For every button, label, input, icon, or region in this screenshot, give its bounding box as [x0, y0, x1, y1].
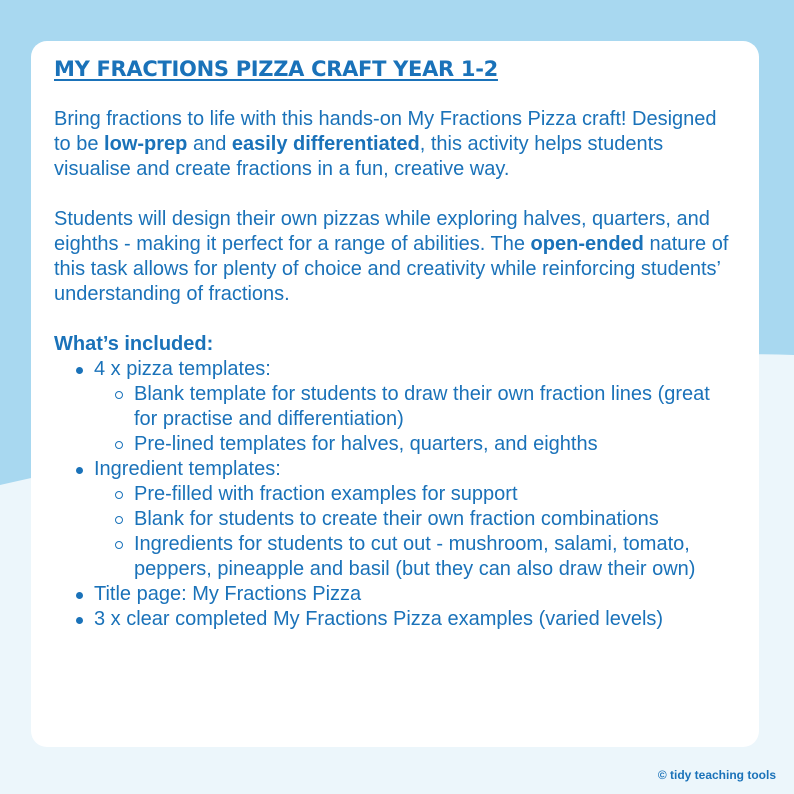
included-list — [54, 357, 735, 632]
sub-list-item: Pre-lined templates for halves, quarters, and eighths — [94, 432, 735, 457]
intro-bold-differentiated: easily differentiated — [231, 133, 420, 155]
intro-paragraph — [54, 107, 735, 182]
list-item-label: Title page: My Fractions Pizza — [94, 583, 362, 605]
sub-list-item: Ingredients for students to cut out - mushroom, salami, tomato, peppers, pineapple and basil (but they can also draw their own) — [94, 532, 735, 582]
list-item-label: 3 x clear completed My Fractions Pizza examples (varied levels) — [94, 608, 664, 630]
description-text-1: Students will design their own pizzas while exploring halves, quarters, and eighths - making it perfect for a range of abilities. The — [54, 208, 710, 255]
sub-list — [94, 482, 735, 582]
list-item-label: 4 x pizza templates: — [94, 358, 271, 380]
content-card — [31, 41, 759, 747]
sub-list — [94, 382, 735, 457]
intro-text-2: and — [187, 133, 232, 155]
page-title: MY FRACTIONS PIZZA CRAFT YEAR 1-2 — [54, 57, 498, 81]
description-bold-open-ended: open-ended — [530, 233, 644, 255]
list-item — [54, 607, 735, 632]
description-text-2: nature of this task allows for plenty of choice and creativity while reinforcing students’ understanding of fractions. — [54, 233, 729, 305]
intro-bold-low-prep: low-prep — [104, 133, 188, 155]
sub-list-item: Blank for students to create their own fraction combinations — [94, 507, 735, 532]
sub-list-item: Pre-filled with fraction examples for support — [94, 482, 735, 507]
list-item — [54, 457, 735, 582]
list-item-label: Ingredient templates: — [94, 458, 281, 480]
sub-list-item: Blank template for students to draw their own fraction lines (great for practise and differentiation) — [94, 382, 735, 432]
list-item — [54, 357, 735, 457]
included-heading: What’s included: — [54, 333, 214, 355]
list-item — [54, 582, 735, 607]
description-paragraph — [54, 207, 735, 307]
intro-text-3: , this activity helps students visualise and create fractions in a fun, creative way. — [54, 133, 664, 180]
intro-text-1: Bring fractions to life with this hands-on My Fractions Pizza craft! Designed to be — [54, 108, 717, 155]
copyright-text: © tidy teaching tools — [657, 768, 776, 782]
